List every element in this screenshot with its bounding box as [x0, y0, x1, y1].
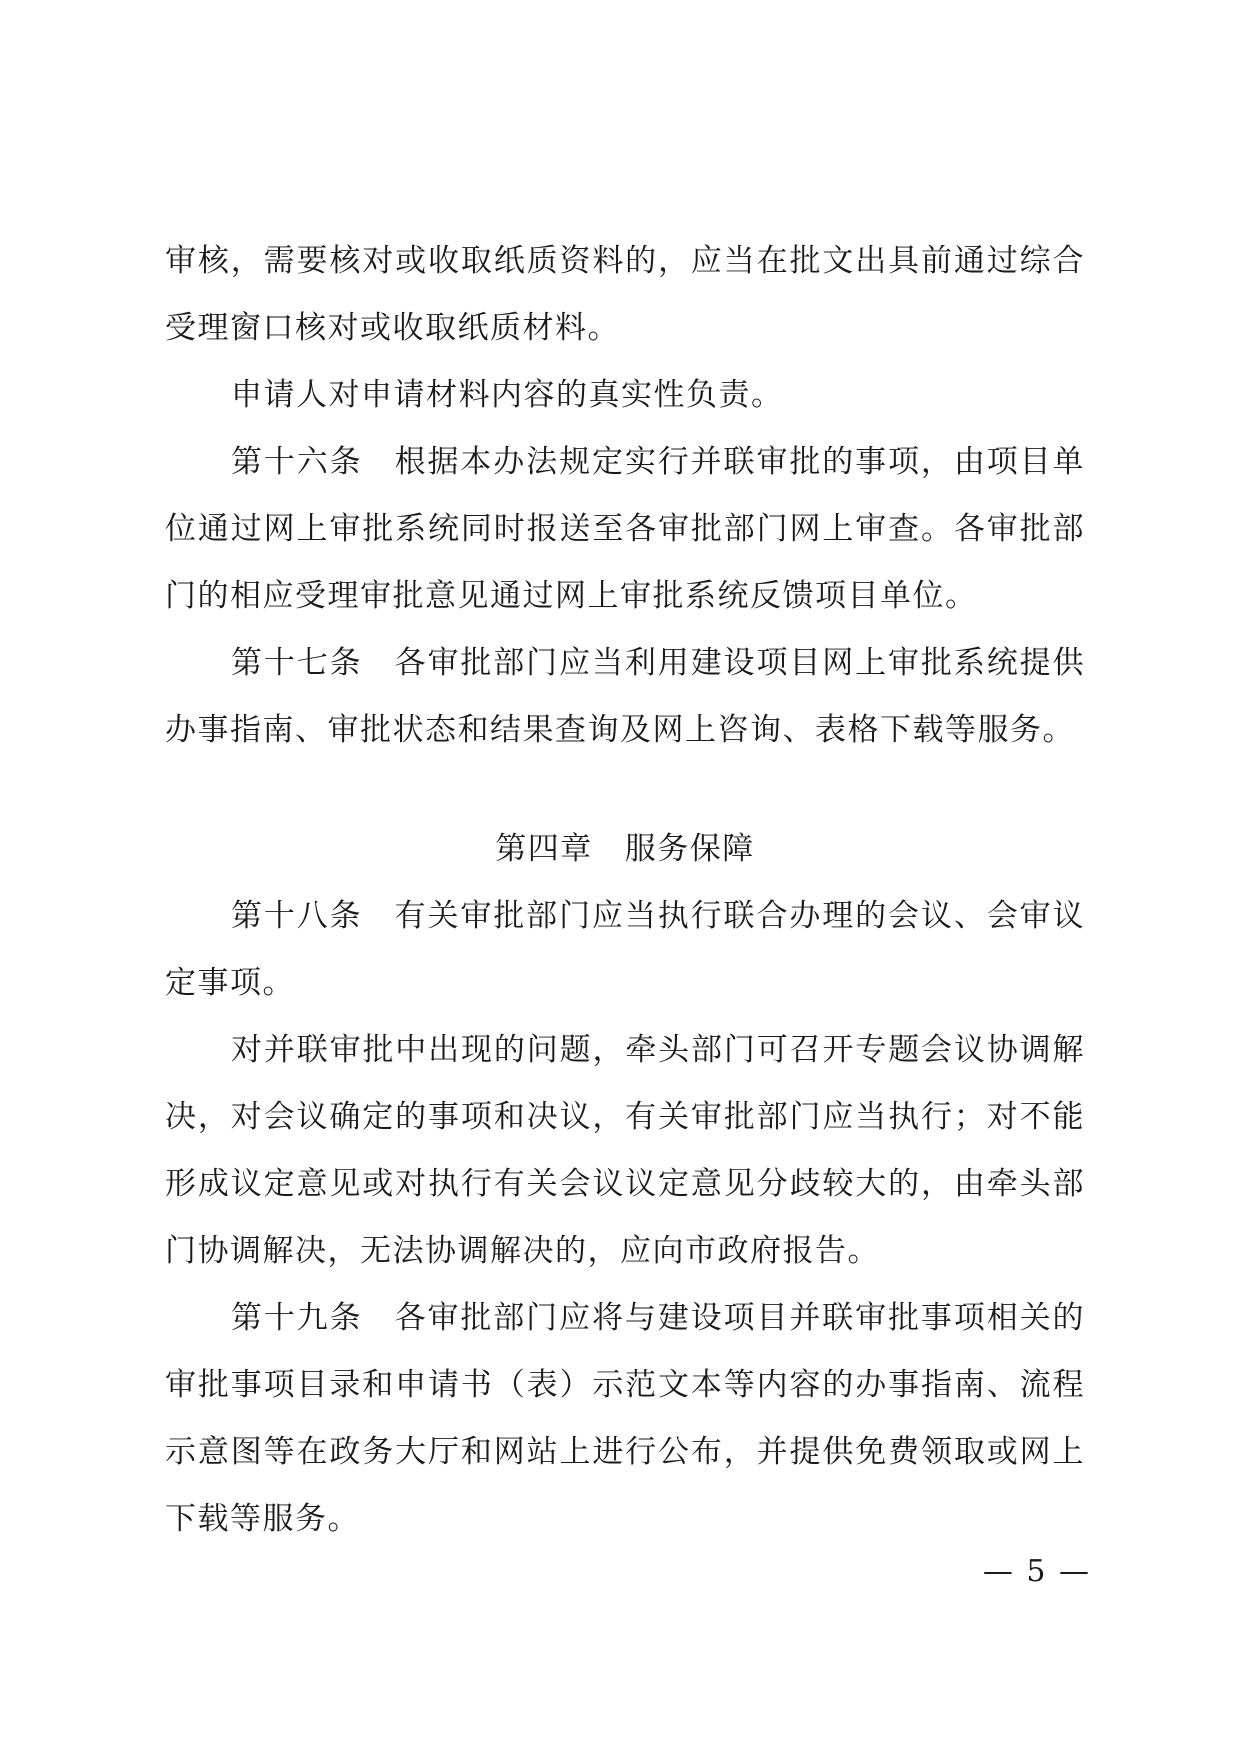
article-19: [165, 1285, 1085, 1553]
paragraph-text: 对并联审批中出现的问题，牵头部门可召开专题会议协调解决，对会议确定的事项和决议，有关审批部门应当执行；对不能形成议定意见或对执行有关会议议定意见分歧较大的，由牵头部门协调解决，无法协调解决的，应向市政府报告。: [165, 1032, 1085, 1269]
article-number: 第十九条: [231, 1300, 363, 1336]
paragraph-text: 申请人对申请材料内容的真实性负责。: [231, 377, 784, 413]
paragraph: [165, 362, 1085, 429]
article-18: [165, 883, 1085, 1017]
chapter-number: 第四章: [495, 831, 593, 867]
chapter-heading: [165, 816, 1085, 883]
article-17: [165, 630, 1085, 764]
paragraph-text: 有关审批部门应当执行联合办理的会议、会审议定事项。: [165, 898, 1086, 1001]
page-number: — 5 —: [982, 1554, 1091, 1589]
paragraph-text: 根据本办法规定实行并联审批的事项，由项目单位通过网上审批系统同时报送至各审批部门网上审查。各审批部门的相应受理审批意见通过网上审批系统反馈项目单位。: [165, 444, 1086, 614]
article-16: [165, 429, 1085, 630]
paragraph-text: 各审批部门应当利用建设项目网上审批系统提供办事指南、审批状态和结果查询及网上咨询、表格下载等服务。: [165, 645, 1086, 748]
paragraph-text: 审核，需要核对或收取纸质资料的，应当在批文出具前通过综合受理窗口核对或收取纸质材料。: [165, 243, 1085, 346]
document-body: [165, 228, 1085, 1553]
article-number: 第十七条: [231, 645, 363, 681]
article-number: 第十八条: [231, 898, 363, 934]
chapter-title: 服务保障: [624, 831, 755, 867]
paragraph: [165, 1017, 1085, 1285]
paragraph-continuation: [165, 228, 1085, 362]
paragraph-text: 各审批部门应将与建设项目并联审批事项相关的审批事项目录和申请书（表）示范文本等内容的办事指南、流程示意图等在政务大厅和网站上进行公布，并提供免费领取或网上下载等服务。: [165, 1300, 1086, 1537]
article-number: 第十六条: [231, 444, 363, 480]
